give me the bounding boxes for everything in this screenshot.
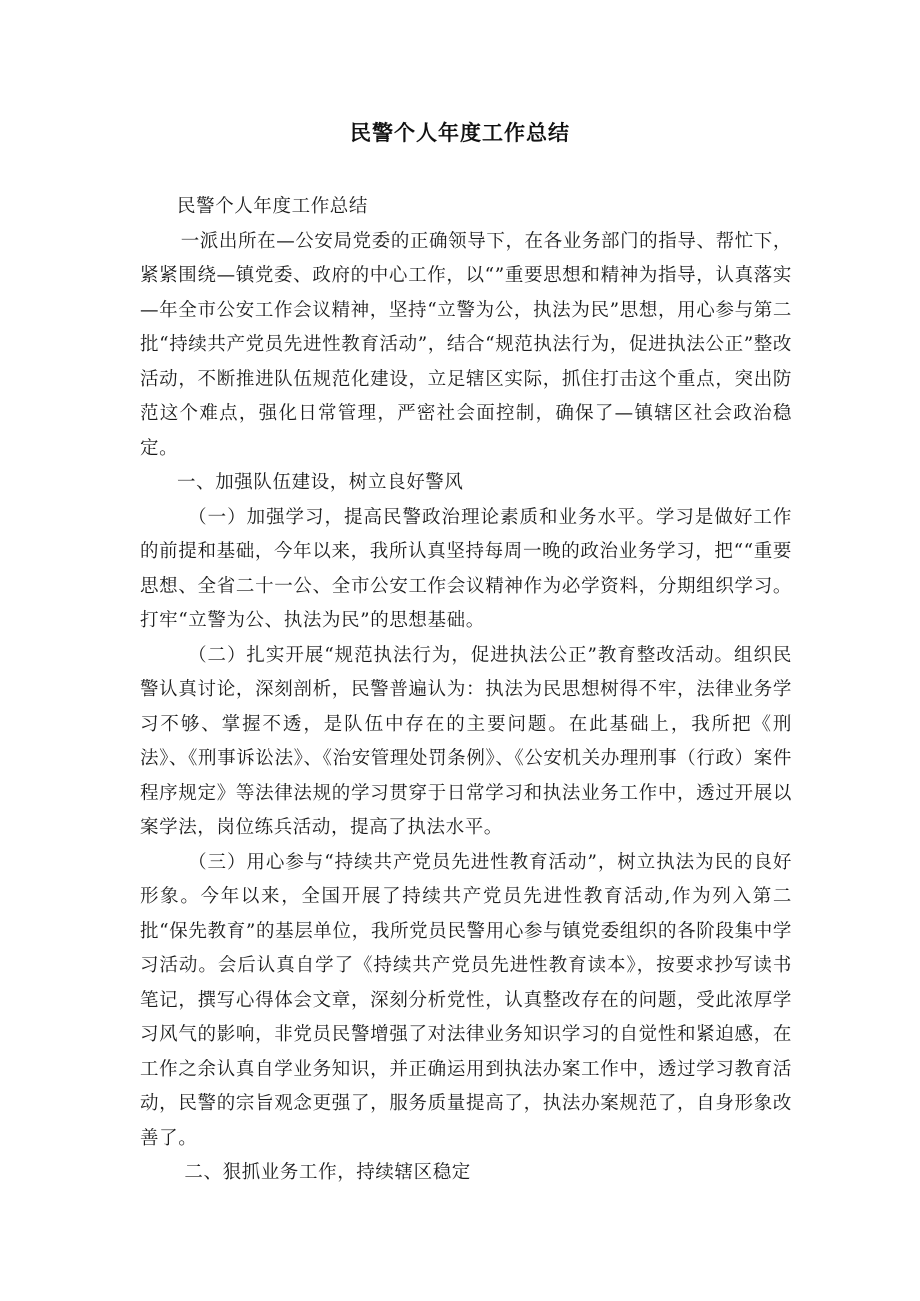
section1-paragraph-3: （三）用心参与“持续共产党员先进性教育活动”，树立执法为民的良好形象。今年以来，全国开展了持续共产党员先进性教育活动,作为列入第二批“保先教育”的基层单位，我所党员民警用心参与镇党委组织的各阶段集中学习活动。会后认真自学了《持续共产党员先进性教育读本》，按要求抄写读书笔记，撰写心得体会文章，深刻分析党性，认真整改存在的问题，受此浓厚学习风气的影响，非党员民警增强了对法律业务知识学习的自觉性和紧迫感，在工作之余认真自学业务知识，并正确运用到执法办案工作中，透过学习教育活动，民警的宗旨观念更强了，服务质量提高了，执法办案规范了，自身形象改善了。 — [140, 851, 792, 1149]
document-body — [140, 190, 792, 1191]
intro-paragraph: 一派出所在—公安局党委的正确领导下，在各业务部门的指导、帮忙下，紧紧围绕—镇党委、政府的中心工作，以“”重要思想和精神为指导，认真落实—年全市公安工作会议精神，坚持“立警为公，执法为民”思想，用心参与第二批“持续共产党员先进性教育活动”，结合“规范执法行为，促进执法公正”整改活动，不断推进队伍规范化建设，立足辖区实际，抓住打击这个重点，突出防范这个难点，强化日常管理，严密社会面控制，确保了—镇辖区社会政治稳定。 — [140, 230, 792, 459]
section1-paragraph-1: （一）加强学习，提高民警政治理论素质和业务水平。学习是做好工作的前提和基础，今年以来，我所认真坚持每周一晚的政治业务学习，把““重要思想、全省二十一公、全市公安工作会议精神作为必学资料，分期组织学习。打牢“立警为公、执法为民”的思想基础。 — [140, 506, 792, 631]
section1-paragraph-2: （二）扎实开展“规范执法行为，促进执法公正”教育整改活动。组织民警认真讨论，深刻剖析，民警普遍认为：执法为民思想树得不牢，法律业务学习不够、掌握不透，是队伍中存在的主要问题。在此基础上，我所把《刑法》、《刑事诉讼法》、《治安管理处罚条例》、《公安机关办理刑事（行政）案件程序规定》等法律法规的学习贯穿于日常学习和执法业务工作中，透过开展以案学法，岗位练兵活动，提高了执法水平。 — [140, 644, 792, 838]
section-heading-2: 二、狠抓业务工作，持续辖区稳定 — [184, 1162, 471, 1183]
section-heading-1: 一、加强队伍建设，树立良好警风 — [177, 472, 464, 493]
document-title: 民警个人年度工作总结 — [350, 121, 570, 145]
document-subtitle: 民警个人年度工作总结 — [177, 196, 369, 217]
